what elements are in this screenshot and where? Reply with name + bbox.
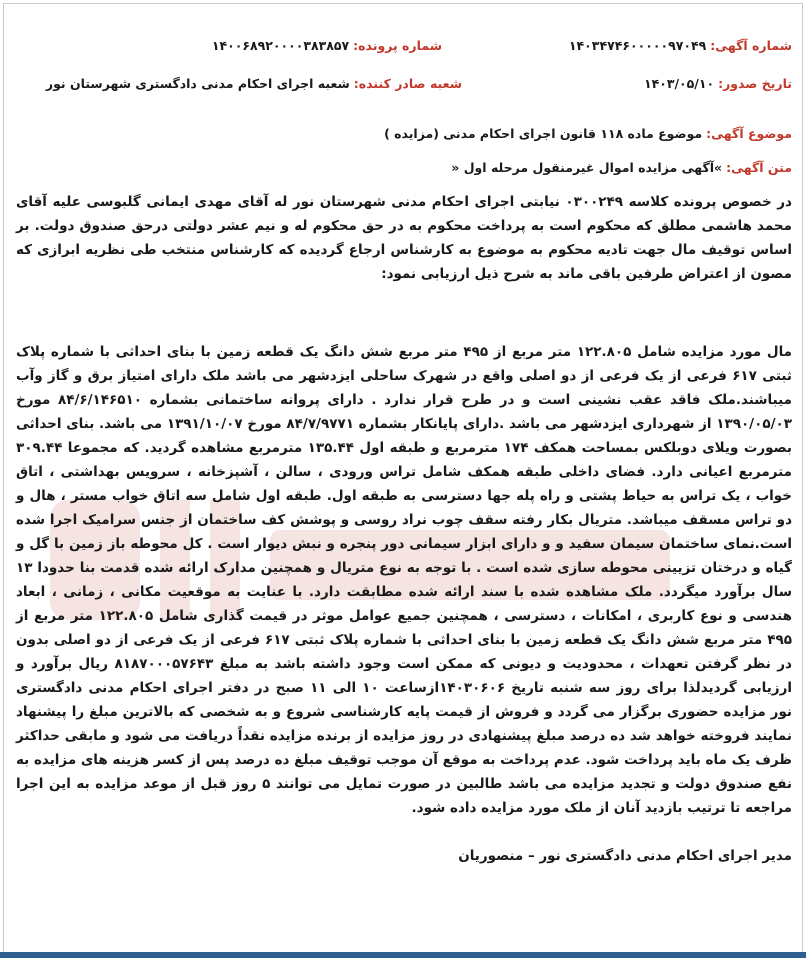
subject-label: موضوع آگهی: — [706, 126, 792, 141]
ad-text-label: متن آگهی: — [726, 160, 792, 175]
case-number-label: شماره پرونده: — [353, 38, 442, 53]
ad-number-row — [569, 38, 792, 53]
ad-text-row — [451, 160, 792, 175]
subject-row — [384, 126, 792, 141]
ad-number-label: شماره آگهی: — [710, 38, 792, 53]
bottom-border-strip — [0, 952, 806, 958]
intro-paragraph: در خصوص پرونده کلاسه ۰۳۰۰۲۴۹ نیابتی اجرای احکام مدنی شهرستان نور له آقای مهدی ایمانی گلبوسی علیه آقای محمد هاشمی مطلق که محکوم است به پرداخت محکوم به در حق محکوم له و نیم عشر دولتی درحق صندوق دولت. بر اساس توقیف مال جهت تادیه محکوم به موضوع به کارشناس ارجاع گردیده که کارشناس منتخب طی نظریه ابرازی که مصون از اعتراض طرفین باقی ماند به شرح ذیل ارزیابی نمود: — [16, 194, 792, 282]
issue-date-row — [644, 76, 792, 91]
signature: مدیر اجرای احکام مدنی دادگستری نور – منصوریان — [458, 848, 792, 864]
issuer-value: شعبه اجرای احکام مدنی دادگستری شهرستان نور — [45, 76, 350, 91]
issue-date-value: ۱۴۰۳/۰۵/۱۰ — [643, 76, 715, 91]
ad-number-value: ۱۴۰۳۴۷۴۶۰۰۰۰۰۹۷۰۴۹ — [568, 38, 707, 53]
case-number-value: ۱۴۰۰۶۸۹۲۰۰۰۰۳۸۳۸۵۷ — [211, 38, 350, 53]
ad-text-title: »آگهی مزایده اموال غیرمنقول مرحله اول « — [451, 160, 723, 175]
issuer-label: شعبه صادر کننده: — [353, 76, 462, 91]
subject-value: موضوع ماده ۱۱۸ قانون اجرای احکام مدنی (مزایده ) — [384, 126, 703, 141]
issue-date-label: تاریخ صدور: — [718, 76, 792, 91]
case-number-row — [212, 38, 442, 53]
property-description-paragraph: مال مورد مزایده شامل ۱۲۲.۸۰۵ متر مربع از ۴۹۵ متر مربع شش دانگ یک قطعه زمین با بنای احداثی با شماره پلاک ثبتی ۶۱۷ فرعی از یک فرعی از دو اصلی واقع در شهرک ساحلی ایزدشهر می باشد ملک دارای امتیاز برق و گاز وآب میباشند.ملک فاقد عقب نشینی است و در طرح قرار ندارد . دارای پروانه ساختمانی بشماره ۸۴/۶/۱۴۶۵۱۰ مورخ ۱۳۹۰/۰۵/۰۳ از شهرداری ایزدشهر می باشد .دارای پایانکار بشماره ۸۴/۷/۹۷۷۱ مورخ ۱۳۹۱/۱۰/۰۷ می باشد. بنای احداثی بصورت ویلای دوبلکس بمساحت همکف ۱۷۴ مترمربع و طبقه اول ۱۳۵.۴۴ مترمربع مشاهده گردید. که مجموعا ۳۰۹.۴۴ مترمربع اعیانی دارد. فضای داخلی طبقه همکف شامل تراس ورودی ، سالن ، آشپزخانه ، سرویس بهداشتی ، اتاق خواب ، یک تراس به حیاط پشتی و راه پله جها دسترسی به طبقه اول. طبقه اول شامل سه اتاق خواب مستر ، هال و دو تراس مسقف میباشد. متریال بکار رفته سقف چوب نراد روسی و پوشش کف ساختمان از جنس سرامیک اجرا شده است.نمای ساختمان سیمان سفید و و دارای ابزار سیمانی دور پنجره و نبش دیوار است . کل محوطه باز زمین با گل و گیاه و درختان تزیینی محوطه سازی شده است . با توجه به نوع متریال و همچنین مدارک ارائه شده قدمت بنا حدودا ۱۳ سال برآورد میگردد. ملک مشاهده شده با سند ارائه شده مطابقت دارد. با عنایت به موقعیت مکانی ، زمانی ، ابعاد هندسی و نوع کاربری ، امکانات ، دسترسی ، همچنین جمیع عوامل موثر در قیمت گذاری شامل ۱۲۲.۸۰۵ متر مربع از ۴۹۵ متر مربع شش دانگ یک قطعه زمین با بنای احداثی با شماره پلاک ثبتی ۶۱۷ فرعی از یک فرعی از دو اصلی بدون در نظر گرفتن تعهدات ، محدودیت و دیونی که ممکن است وجود داشته باشد به مبلغ ۸۱۸۷۰۰۰۵۷۶۴۳ ریال برآورد و ارزیابی گردیدلذا برای روز سه شنبه تاریخ ۱۴۰۳۰۶۰۶ازساعت ۱۰ الی ۱۱ صبح در دفتر اجرای احکام مدنی دادگستری نور مزایده حضوری برگزار می گردد و فروش از قیمت پایه کارشناسی شروع و به شخصی که بالاترین مبلغ را پیشنهاد نمایند فروخته خواهد شد ده درصد مبلغ پیشنهادی در روز مزایده از برنده مزایده نقداً دریافت می شود و مابقی حداکثر ظرف یک ماه باید پرداخت شود. عدم پرداخت به موقع آن موجب توقیف مبلغ ده درصد پس از کسر هزینه های مزایده به نفع صندوق دولت و تجدید مزایده می باشد طالبین در صورت تمایل می توانند ۵ روز قبل از موعد مزایده به این اجرا مراجعه تا ترتیب بازدید آنان از ملک مورد مزایده داده شود. — [16, 344, 793, 816]
issuer-row — [46, 76, 462, 91]
